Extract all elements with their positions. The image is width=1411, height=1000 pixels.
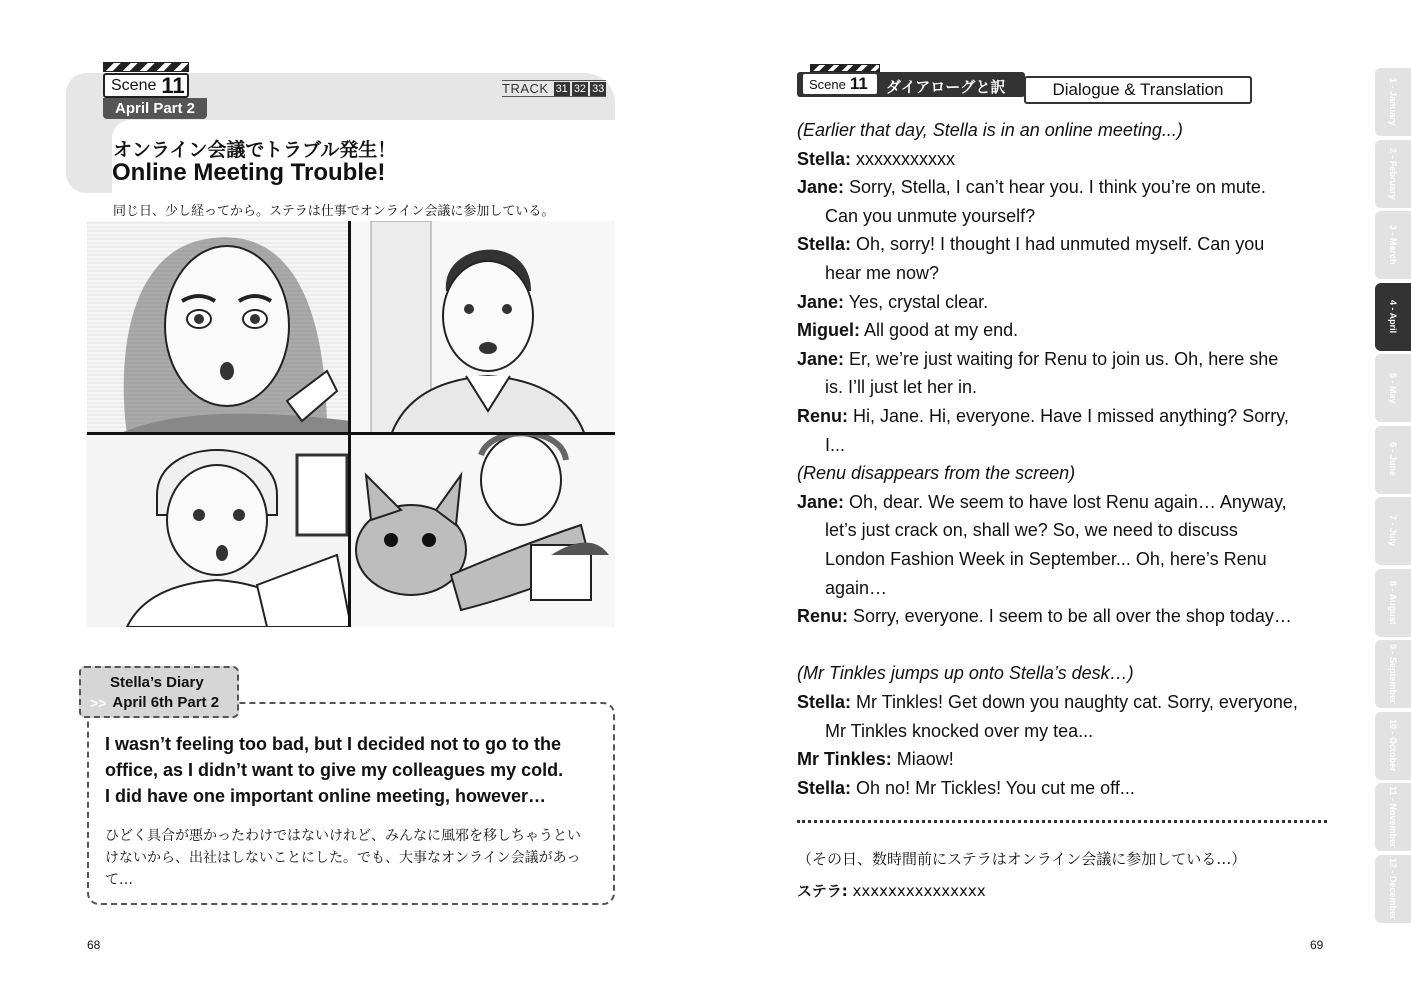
month-tab[interactable]	[1375, 497, 1411, 565]
dialogue-line	[797, 145, 955, 173]
dialogue-text: (Mr Tinkles jumps up onto Stella’s desk…)	[797, 663, 1134, 684]
diary-english-text	[105, 731, 605, 809]
dialogue-text: Oh, dear. We seem to have lost Renu again… Anyway,	[844, 491, 1287, 512]
month-tab[interactable]	[1375, 712, 1411, 780]
section-title-en: Dialogue & Translation	[1024, 76, 1252, 104]
dialogue-line	[825, 516, 1238, 544]
dialogue-text: Sorry, everyone. I seem to be all over the shop today…	[848, 606, 1292, 627]
dialogue-text: Yes, crystal clear.	[844, 291, 989, 312]
month-tab-label: 7 - July	[1388, 515, 1398, 547]
section-title-jp: ダイアローグと訳	[886, 78, 1006, 96]
manga-illustration	[87, 221, 615, 627]
manga-panel-man	[351, 221, 615, 435]
dialogue-line	[797, 173, 1266, 201]
divider	[797, 820, 1327, 823]
speaker-name: Miguel:	[797, 320, 860, 341]
track-list	[502, 80, 606, 97]
dialogue-line	[797, 774, 1135, 802]
subtitle-jp: 同じ日、少し経ってから。ステラは仕事でオンライン会議に参加している。	[113, 204, 555, 219]
speaker-name: Jane:	[797, 348, 845, 369]
page-number-left: 68	[87, 938, 101, 952]
scene-number: 11	[849, 74, 868, 93]
dialogue-line	[825, 259, 939, 287]
dialogue-line	[797, 230, 1264, 258]
month-tab-label: 11 - November	[1388, 786, 1398, 848]
speaker-name: Renu:	[797, 406, 848, 426]
page-title: Online Meeting Trouble!	[112, 159, 386, 186]
track-number[interactable]: 31	[555, 82, 568, 95]
scene-label: Scene	[809, 76, 846, 92]
translation-line	[797, 880, 986, 901]
dialogue-text: hear me now?	[825, 263, 940, 283]
dialogue-line	[797, 602, 1292, 630]
diary-jp-line: て…	[105, 872, 133, 888]
dialogue-line	[797, 659, 1134, 687]
track-label: TRACK	[502, 81, 549, 96]
month-tab[interactable]	[1375, 855, 1411, 923]
dialogue-line	[797, 316, 1018, 344]
translation-speaker: ステラ:	[797, 882, 848, 900]
month-tab[interactable]	[1375, 783, 1411, 851]
month-tab[interactable]	[1375, 426, 1411, 494]
month-tab-label: 6 - June	[1388, 442, 1398, 477]
dialogue-line	[825, 373, 977, 401]
month-tab[interactable]	[1375, 354, 1411, 422]
speaker-name: Mr Tinkles:	[797, 749, 892, 770]
diary-title: Stella’s Diary	[110, 674, 204, 691]
scene-badge	[103, 73, 189, 98]
month-tab[interactable]	[1375, 640, 1411, 708]
dialogue-text: I...	[825, 434, 846, 455]
speaker-name: Stella:	[797, 148, 852, 169]
speaker-name: Jane:	[797, 491, 845, 512]
dialogue-text: again…	[825, 577, 888, 598]
dialogue-text: (Earlier that day, Stella is in an online meeting...)	[797, 120, 1183, 140]
diary-date	[90, 694, 219, 711]
dialogue-text: Sorry, Stella, I can’t hear you. I think you’re on mute.	[844, 177, 1266, 198]
dialogue-text: Mr Tinkles knocked over my tea...	[825, 720, 1094, 741]
month-tab-label: 2 - February	[1388, 147, 1398, 200]
dialogue-text: All good at my end.	[860, 320, 1019, 341]
month-tab[interactable]	[1375, 569, 1411, 637]
scene-number: 11	[161, 72, 185, 98]
page-number-right: 69	[1310, 938, 1324, 952]
month-tag: April Part 2	[103, 98, 207, 119]
month-tab[interactable]	[1375, 68, 1411, 136]
month-tab-label: 5 - May	[1388, 372, 1398, 404]
speaker-name: Jane:	[797, 177, 845, 198]
dialogue-text: let’s just crack on, shall we? So, we need to discuss	[825, 520, 1238, 541]
diary-line: I did have one important online meeting, however…	[105, 786, 547, 806]
dialogue-text: xxxxxxxxxxx	[851, 148, 956, 169]
title-jp: オンライン会議でトラブル発生！	[113, 139, 397, 161]
manga-panel-cat	[351, 435, 615, 627]
month-tab[interactable]	[1375, 140, 1411, 208]
dialogue-line	[797, 688, 1298, 716]
dialogue-line	[797, 116, 1183, 144]
diary-japanese-text	[105, 825, 605, 891]
dialogue-text: Can you unmute yourself?	[825, 205, 1036, 226]
month-tab-label: 8 - August	[1388, 580, 1398, 625]
track-number[interactable]: 33	[592, 82, 605, 95]
scene-badge-right	[803, 74, 877, 94]
speaker-name: Stella:	[797, 692, 852, 712]
month-tab-label: 3 - March	[1388, 225, 1398, 265]
dialogue-line	[797, 488, 1287, 516]
speaker-name: Renu:	[797, 606, 848, 627]
translation-line: （その日、数時間前にステラはオンライン会議に参加している…）	[797, 850, 1247, 868]
month-tab[interactable]	[1375, 283, 1411, 351]
dialogue-line	[825, 202, 1035, 230]
dialogue-line	[797, 402, 1289, 430]
dialogue-line	[797, 345, 1278, 373]
double-chevron-icon: >>	[90, 694, 107, 711]
dialogue-text: (Renu disappears from the screen)	[797, 463, 1076, 484]
manga-panel-short-hair-woman	[87, 435, 351, 627]
dialogue-line	[797, 459, 1075, 487]
dialogue-line	[825, 574, 887, 602]
month-tab-label: 9 - September	[1388, 644, 1398, 704]
dialogue-text: Er, we’re just waiting for Renu to join us. Oh, here she	[844, 348, 1279, 369]
diary-jp-line: ひどく具合が悪かったわけではないけれど、みんなに風邪を移しちゃうとい	[105, 828, 581, 844]
clapperboard-icon	[103, 62, 189, 72]
speaker-name: Jane:	[797, 291, 845, 312]
month-tab-label: 10 - October	[1388, 719, 1398, 772]
month-tab-label: 1 - January	[1388, 78, 1398, 126]
translation-text: xxxxxxxxxxxxxxx	[847, 882, 986, 900]
month-tab[interactable]	[1375, 211, 1411, 279]
dialogue-line	[797, 288, 988, 316]
track-number[interactable]: 32	[573, 82, 587, 95]
dialogue-text: London Fashion Week in September... Oh, here’s Renu	[825, 549, 1267, 569]
clapperboard-icon	[810, 64, 880, 72]
dialogue-text: is. I’ll just let her in.	[825, 377, 978, 398]
diary-jp-line: けないから、出社はしないことにした。でも、大事なオンライン会議があっ	[105, 850, 581, 866]
dialogue-text: Miaow!	[891, 749, 954, 770]
diary-line: I wasn’t feeling too bad, but I decided not to go to the	[105, 734, 561, 754]
dialogue-line	[825, 545, 1267, 573]
month-tab-label: 12 - December	[1388, 857, 1398, 920]
manga-panel-woman-long-hair	[87, 221, 351, 435]
dialogue-text: Oh no! Mr Tickles! You cut me off...	[851, 777, 1135, 798]
dialogue-line	[825, 717, 1093, 745]
dialogue-line	[825, 431, 845, 459]
scene-label: Scene	[111, 76, 157, 94]
dialogue-text: Mr Tinkles! Get down you naughty cat. Sorry, everyone,	[851, 692, 1298, 712]
speaker-name: Stella:	[797, 234, 852, 255]
dialogue-text: Oh, sorry! I thought I had unmuted myself. Can you	[851, 234, 1265, 255]
month-tab-label: 4 - April	[1388, 299, 1398, 334]
speaker-name: Stella:	[797, 777, 852, 798]
dialogue-text: Hi, Jane. Hi, everyone. Have I missed anything? Sorry,	[848, 406, 1289, 426]
left-page	[0, 0, 705, 1000]
diary-line: office, as I didn’t want to give my colleagues my cold.	[105, 760, 564, 780]
diary-date-text: April 6th Part 2	[112, 694, 220, 711]
dialogue-line	[797, 745, 954, 773]
